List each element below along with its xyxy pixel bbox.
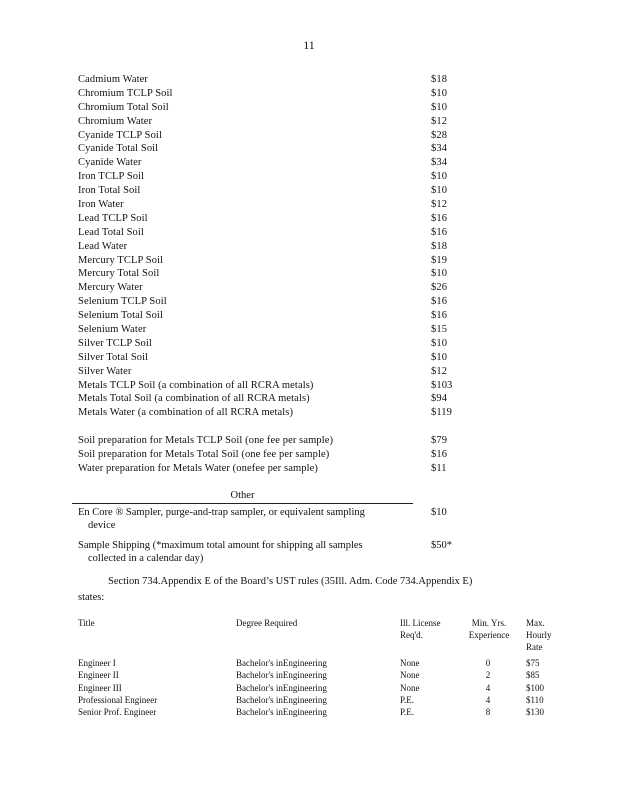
- header-rate: Max. Hourly Rate: [526, 618, 552, 652]
- cell-years: 2: [485, 670, 491, 681]
- other-list: [78, 506, 458, 572]
- cell-rate: $100: [526, 682, 544, 693]
- page-number: 11: [303, 38, 315, 52]
- table-row: [78, 682, 578, 694]
- analysis-name: Selenium Water: [78, 324, 147, 336]
- cost-row: [78, 184, 458, 198]
- analysis-price: $10: [431, 351, 448, 363]
- prep-price: $11: [431, 463, 447, 475]
- table-row: [78, 706, 578, 718]
- cell-license: None: [400, 682, 420, 693]
- analysis-price: $34: [431, 143, 448, 155]
- analysis-name: Mercury TCLP Soil: [78, 254, 164, 266]
- cell-years: 4: [485, 682, 491, 693]
- cell-years: 8: [485, 707, 491, 718]
- cell-title: Senior Prof. Engineer: [78, 707, 157, 718]
- cost-row: [78, 87, 458, 101]
- cost-row: [78, 101, 458, 115]
- analysis-name: Cyanide TCLP Soil: [78, 129, 162, 141]
- section-divider: [72, 503, 413, 504]
- cost-row: [78, 337, 458, 351]
- analysis-name: Chromium Total Soil: [78, 101, 169, 113]
- table-row: [78, 657, 578, 669]
- shipping-description-cont: collected in a calendar day): [88, 553, 204, 564]
- cell-years: 0: [485, 658, 491, 668]
- analysis-price: $19: [431, 254, 448, 266]
- header-degree: Degree Required: [236, 618, 298, 628]
- cell-title: Engineer III: [78, 682, 122, 693]
- analysis-name: Cyanide Total Soil: [78, 143, 159, 155]
- table-row: [78, 669, 578, 681]
- table-header: [78, 617, 578, 657]
- analysis-price: $34: [431, 157, 448, 169]
- analysis-price: $16: [431, 226, 448, 238]
- cell-degree: Bachelor's inEngineering: [236, 694, 327, 705]
- analysis-price: $16: [431, 310, 448, 322]
- cell-degree: Bachelor's inEngineering: [236, 670, 327, 681]
- shipping-row: [78, 539, 458, 565]
- analysis-name: Lead Total Soil: [78, 226, 144, 238]
- cost-row: [78, 365, 458, 379]
- analysis-price: $10: [431, 171, 448, 183]
- prep-row: [78, 462, 458, 476]
- header-title: Title: [78, 618, 95, 628]
- encore-description: En Core ® Sampler, purge-and-trap sampler, or equivalent sampling: [78, 507, 365, 518]
- analysis-name: Selenium TCLP Soil: [78, 296, 167, 308]
- analysis-name: Iron Total Soil: [78, 185, 141, 197]
- analysis-name: Metals TCLP Soil (a combination of all RCRA metals): [78, 379, 314, 391]
- cost-list: [78, 73, 458, 476]
- analysis-name: Metals Water (a combination of all RCRA metals): [78, 407, 294, 419]
- prep-price: $16: [431, 449, 448, 461]
- analysis-price: $103: [431, 379, 453, 391]
- cost-row: [78, 295, 458, 309]
- analysis-price: $12: [431, 365, 448, 377]
- cost-row: [78, 281, 458, 295]
- rate-table: [78, 617, 578, 718]
- analysis-name: Silver TCLP Soil: [78, 337, 152, 349]
- analysis-name: Lead TCLP Soil: [78, 212, 148, 224]
- cost-row: [78, 142, 458, 156]
- prep-name: Soil preparation for Metals TCLP Soil (one fee per sample): [78, 435, 334, 447]
- paragraph-line: states:: [78, 592, 105, 603]
- analysis-price: $119: [431, 407, 453, 419]
- cost-row: [78, 309, 458, 323]
- cell-license: None: [400, 658, 420, 668]
- analysis-name: Selenium Total Soil: [78, 310, 163, 322]
- analysis-name: Chromium TCLP Soil: [78, 87, 173, 99]
- cost-row: [78, 351, 458, 365]
- cost-row: [78, 254, 458, 268]
- cost-row: [78, 240, 458, 254]
- cost-row: [78, 406, 458, 420]
- cell-degree: Bachelor's inEngineering: [236, 707, 327, 718]
- analysis-name: Iron TCLP Soil: [78, 171, 145, 183]
- cell-title: Professional Engineer: [78, 694, 158, 705]
- cell-rate: $130: [526, 707, 544, 718]
- cost-row: [78, 129, 458, 143]
- analysis-price: $18: [431, 74, 448, 85]
- analysis-name: Silver Total Soil: [78, 351, 149, 363]
- cost-row: [78, 170, 458, 184]
- encore-row: [78, 506, 458, 532]
- cost-row: [78, 212, 458, 226]
- cost-row: [78, 267, 458, 281]
- shipping-price: $50*: [431, 540, 452, 551]
- analysis-name: Iron Water: [78, 199, 124, 211]
- analysis-name: Mercury Water: [78, 282, 143, 294]
- shipping-description: Sample Shipping (*maximum total amount for shipping all samples: [78, 540, 363, 551]
- paragraph-line: Section 734.Appendix E of the Board’s UST rules (35Ill. Adm. Code 734.Appendix E): [108, 576, 473, 587]
- cost-row: [78, 73, 458, 87]
- prep-name: Water preparation for Metals Water (onefee per sample): [78, 463, 318, 475]
- cell-title: Engineer I: [78, 658, 116, 668]
- header-license: Ill. License Req'd.: [400, 618, 441, 640]
- analysis-price: $18: [431, 240, 448, 252]
- cell-title: Engineer II: [78, 670, 119, 681]
- table-row: [78, 694, 578, 706]
- analysis-name: Chromium Water: [78, 115, 153, 127]
- cell-degree: Bachelor's inEngineering: [236, 682, 327, 693]
- encore-description-cont: device: [88, 520, 116, 531]
- analysis-price: $10: [431, 185, 448, 197]
- analysis-price: $12: [431, 115, 448, 127]
- cell-rate: $75: [526, 658, 540, 668]
- analysis-price: $15: [431, 324, 448, 336]
- analysis-price: $12: [431, 199, 448, 211]
- analysis-name: Silver Water: [78, 365, 132, 377]
- cell-license: P.E.: [400, 694, 415, 705]
- analysis-name: Mercury Total Soil: [78, 268, 160, 280]
- analysis-price: $10: [431, 101, 448, 113]
- rules-paragraph: [78, 574, 538, 606]
- analysis-name: Metals Total Soil (a combination of all RCRA metals): [78, 393, 310, 405]
- cost-row: [78, 226, 458, 240]
- analysis-name: Cyanide Water: [78, 157, 142, 169]
- prep-price: $79: [431, 435, 448, 447]
- cell-rate: $110: [526, 694, 544, 705]
- cell-rate: $85: [526, 670, 540, 681]
- analysis-price: $10: [431, 268, 448, 280]
- prep-row: [78, 434, 458, 448]
- analysis-price: $10: [431, 87, 448, 99]
- cost-row: [78, 392, 458, 406]
- cell-degree: Bachelor's inEngineering: [236, 658, 327, 668]
- header-years: Min. Yrs. Experience: [468, 618, 510, 640]
- cell-license: None: [400, 670, 420, 681]
- prep-name: Soil preparation for Metals Total Soil (one fee per sample): [78, 449, 330, 461]
- cost-row: [78, 156, 458, 170]
- cost-row: [78, 323, 458, 337]
- cost-row: [78, 115, 458, 129]
- other-heading: Other: [230, 490, 255, 501]
- analysis-price: $16: [431, 296, 448, 308]
- analysis-price: $10: [431, 337, 448, 349]
- analysis-price: $16: [431, 212, 448, 224]
- analysis-price: $26: [431, 282, 448, 294]
- analysis-price: $94: [431, 393, 448, 405]
- cell-years: 4: [485, 694, 491, 705]
- analysis-name: Lead Water: [78, 240, 128, 252]
- cell-license: P.E.: [400, 707, 415, 718]
- cost-row: [78, 379, 458, 393]
- analysis-price: $28: [431, 129, 448, 141]
- analysis-name: Cadmium Water: [78, 74, 148, 85]
- encore-price: $10: [431, 507, 447, 518]
- prep-row: [78, 448, 458, 462]
- cost-row: [78, 198, 458, 212]
